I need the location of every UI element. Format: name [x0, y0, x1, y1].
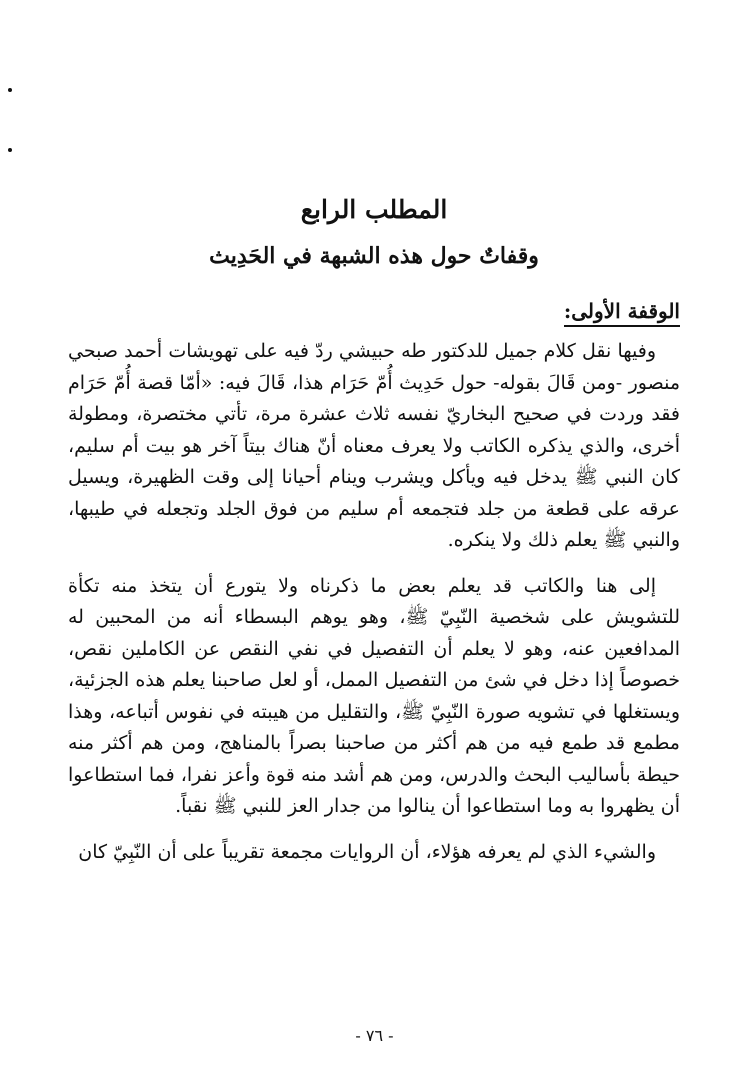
margin-dot: [8, 148, 12, 152]
paragraph-2: إلى هنا والكاتب قد يعلم بعض ما ذكرناه ولا يتورع أن يتخذ منه تكأة للتشويش على شخصية النّبِيّ ﷺ، وهو يوهم البسطاء أنه من المحبين له المدافعين عنه، وهو لا يعلم أن التفصيل في نفي النقص عن الكاملين نقص، خصوصاً إذا دخل في شئ من التفصيل الممل، أو لعل صاحبنا يعلم هذه الجزئية، ويستغلها في تشويه صورة النّبِيّ ﷺ، والتقليل من هيبته في نفوس أتباعه، وهذا مطمع قد طمع فيه من هم أكثر من صاحبنا بصراً بالمناهج، ومن هم أكثر منه حيطة بأساليب البحث والدرس، ومن هم أشد منه قوة وأعز نفرا، فما استطاعوا أن يظهروا به وما استطاعوا أن ينالوا من جدار العز للنبي ﷺ نقباً.: [68, 574, 680, 817]
page-number: - ٧٦ -: [355, 1026, 394, 1045]
paragraph-1: وفيها نقل كلام جميل للدكتور طه حبيشي ردّ فيه على تهويشات أحمد صبحي منصور -ومن قَالَ بقوله- حول حَدِيث أُمّ حَرَام هذا، قَالَ فيه: «أمّا قصة أُمّ حَرَام فقد وردت في صحيح البخاريّ نفسه ثلاث عشرة مرة، تأتي مختصرة، ومطولة أخرى، والذي يذكره الكاتب ولا يعرف معناه أنّ هناك بيتاً آخر هو بيت أم سليم، كان النبي ﷺ يدخل فيه ويأكل ويشرب وينام أحيانا إلى وقت الظهيرة، ويسيل عرقه على قطعة من جلد فتجمعه أم سليم من فوق الجلد وتجعله في طيبها، والنبي ﷺ يعلم ذلك ولا ينكره.: [68, 340, 680, 551]
section-subtitle: وقفاتٌ حول هذه الشبهة في الحَدِيث: [209, 243, 539, 269]
first-stop-label: الوقفة الأولى:: [564, 299, 680, 327]
section-title: المطلب الرابع: [300, 195, 448, 224]
margin-dot: [8, 88, 12, 92]
paragraph-3: والشيء الذي لم يعرفه هؤلاء، أن الروايات مجمعة تقريباً على أن النّبِيّ كان: [78, 840, 656, 863]
first-stop-heading: [68, 294, 680, 328]
page-body: [68, 190, 680, 868]
